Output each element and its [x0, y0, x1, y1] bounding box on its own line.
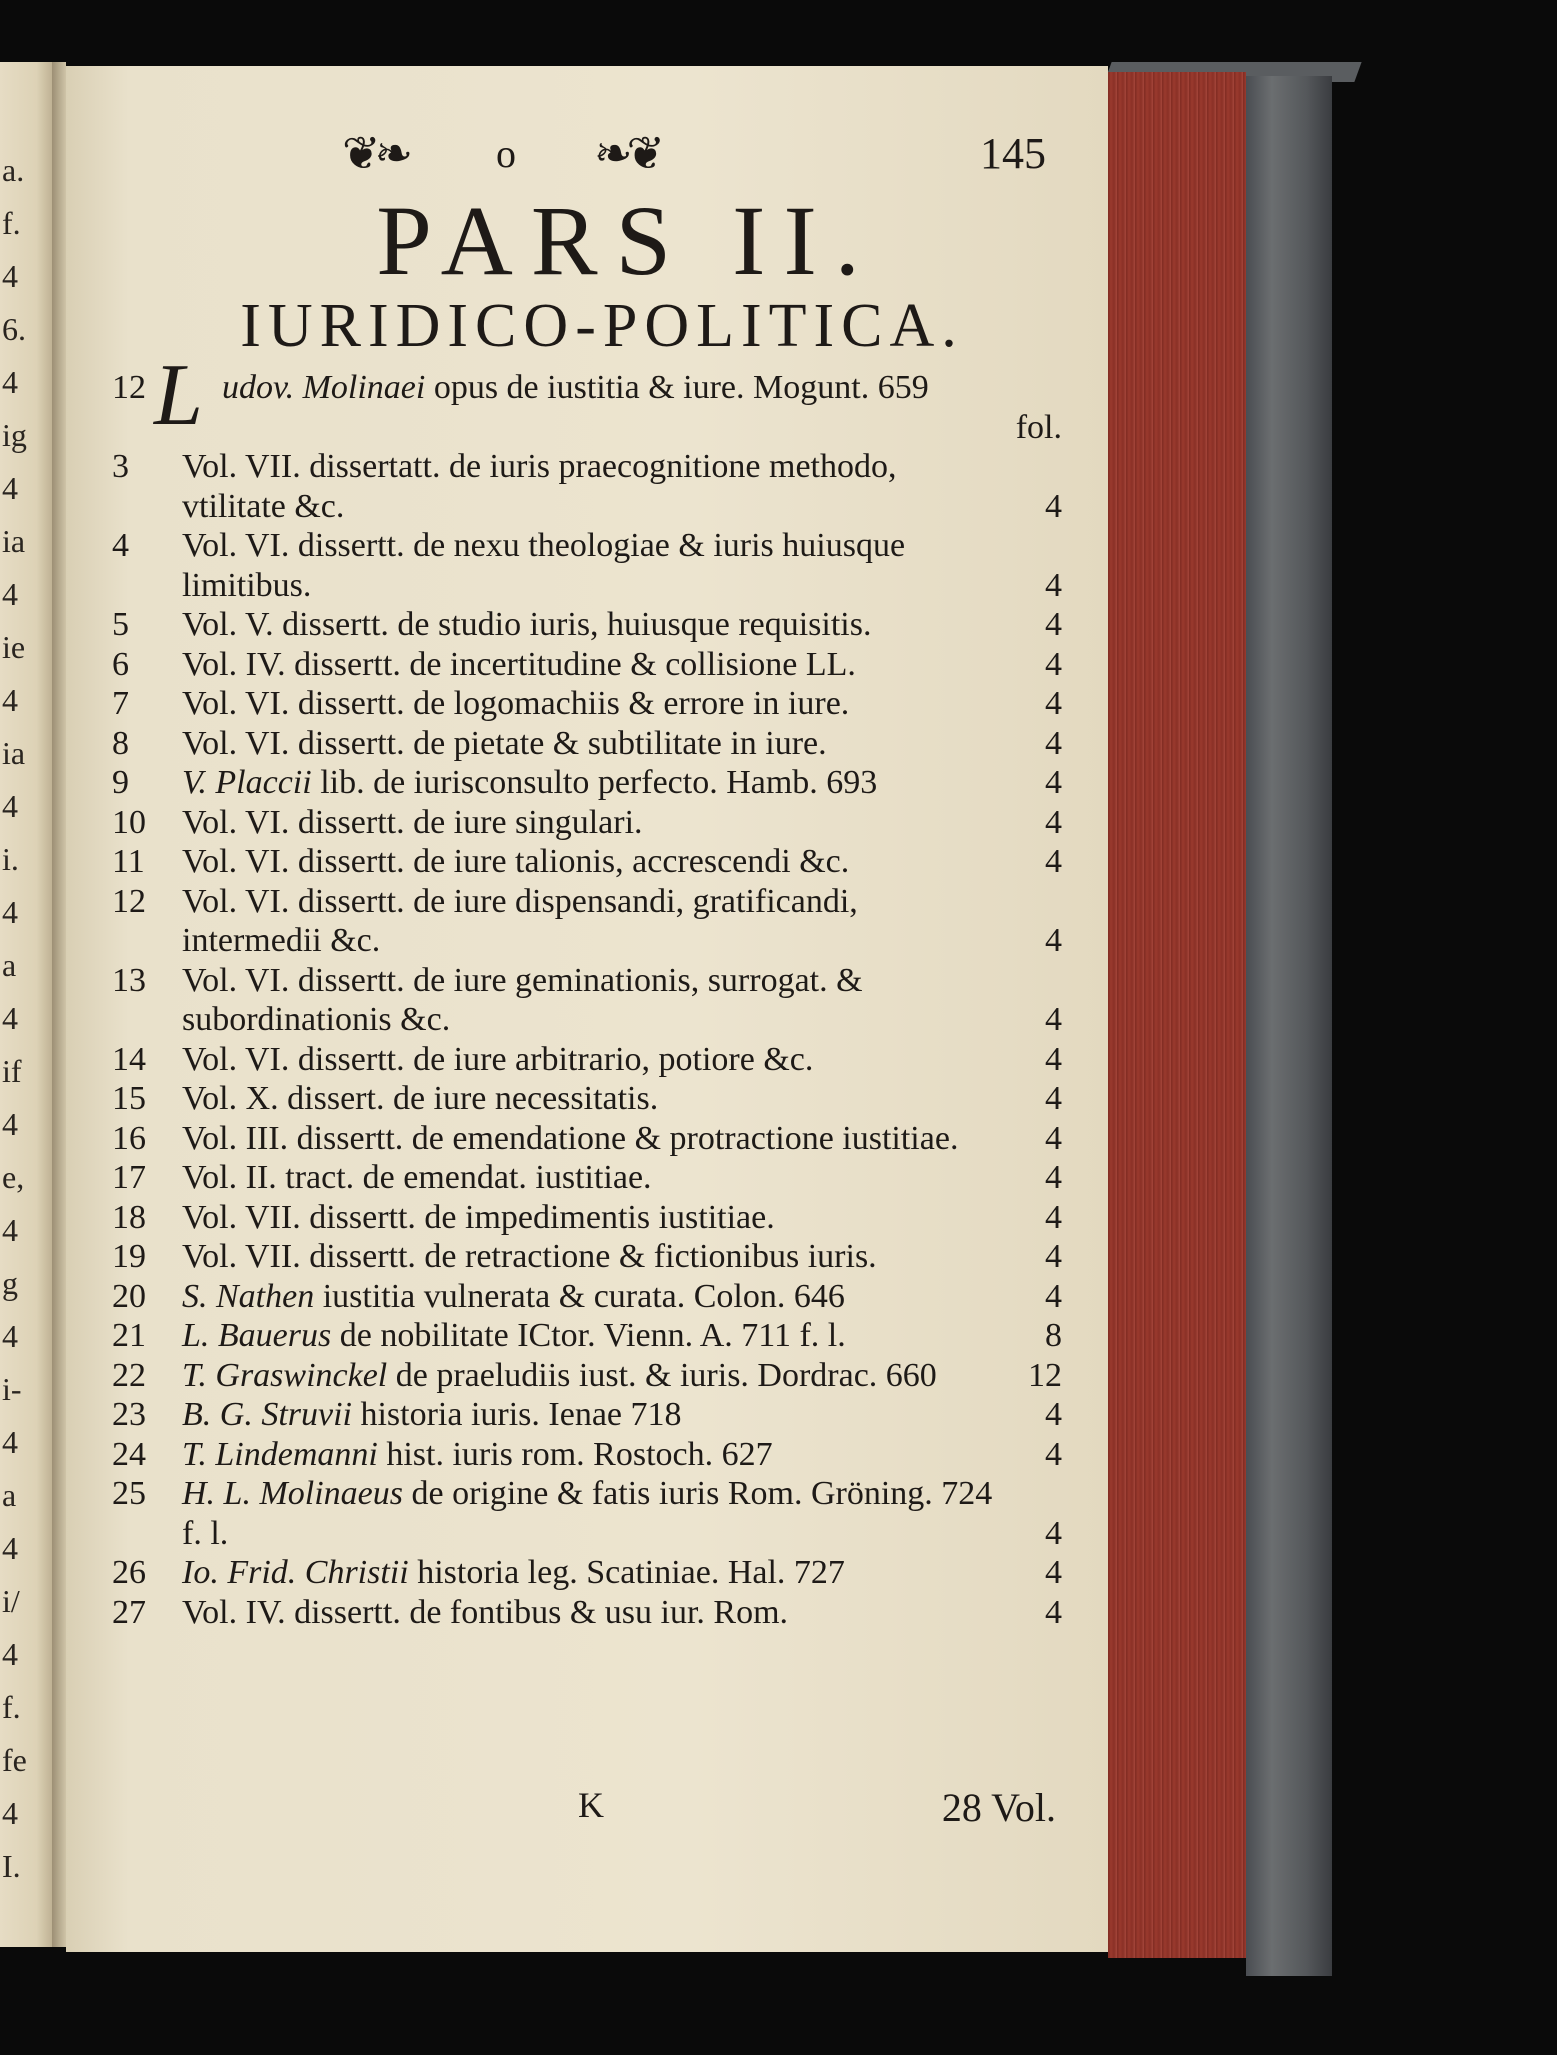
entry-format: 4: [1045, 1396, 1062, 1433]
entry-title: Vol. VI. dissertt. de pietate & subtilitate in iure.: [182, 724, 827, 762]
entry-number: 21: [112, 1317, 146, 1354]
catchword: 28 Vol.: [941, 1785, 1056, 1830]
catalogue-entry: [112, 842, 1062, 882]
entry-text-wrap: [182, 1198, 1006, 1238]
facing-page-fragment: 4: [2, 1000, 18, 1036]
entry-number: 7: [112, 685, 129, 722]
entry-text-wrap: [182, 1158, 1006, 1198]
facing-page-fragment: ia: [2, 735, 26, 771]
entry-title: iustitia vulnerata & curata. Colon. 646: [322, 1277, 845, 1315]
entry-author: T. Lindemanni: [182, 1435, 378, 1473]
entry-number: 9: [112, 764, 129, 801]
entry-author: B. G. Struvii: [182, 1396, 352, 1433]
catalogue-entry: [112, 1356, 1062, 1396]
entry-format: 4: [1045, 843, 1062, 880]
ornament-right-icon: ❧❦: [594, 128, 660, 179]
entry-number: 13: [112, 961, 146, 999]
facing-page-fragment: 6.: [2, 311, 26, 347]
catalogue-entry: [112, 763, 1062, 803]
entry-text-wrap: [182, 803, 1006, 843]
entry-number: 26: [112, 1554, 146, 1591]
facing-page-fragment: if: [2, 1053, 22, 1089]
entry-format: 4: [1045, 487, 1062, 525]
catalogue-entry: [112, 526, 1062, 605]
entry-text-wrap: [182, 526, 1006, 605]
entry-text-wrap: [182, 1593, 1006, 1633]
catalogue-entry: [112, 803, 1062, 843]
entry-format: 4: [1045, 1040, 1062, 1078]
entry-format: 8: [1045, 1317, 1062, 1354]
entry-number: 27: [112, 1593, 146, 1631]
section-subtitle: IURIDICO-POLITICA.: [240, 292, 964, 360]
entry-title: Vol. V. dissertt. de studio iuris, huiusque requisitis.: [182, 606, 872, 643]
entry-format: 4: [1045, 922, 1062, 959]
entry-title: Vol. VII. dissertt. de retractione & fictionibus iuris.: [182, 1238, 877, 1275]
entry-text-wrap: [182, 1119, 1006, 1159]
entry-format: 4: [1045, 685, 1062, 722]
facing-page-edge: [0, 62, 52, 1947]
facing-page-fragment: 4: [2, 576, 18, 612]
running-header: [66, 124, 1108, 184]
catalogue-entry: [112, 1198, 1062, 1238]
entry-title: Vol. VII. dissertt. de impedimentis iustitiae.: [182, 1198, 775, 1236]
entry-text-wrap: [182, 1040, 1006, 1080]
facing-page-fragment: f.: [2, 1689, 21, 1725]
entry-number: 12: [112, 882, 146, 920]
entry-format: 4: [1045, 1119, 1062, 1157]
entry-text-wrap: [182, 724, 1006, 764]
catalogue-entry: [112, 447, 1062, 526]
facing-page-fragment: i/: [2, 1583, 20, 1619]
entry-text-wrap: [182, 1474, 1006, 1553]
facing-page-fragment: I.: [2, 1848, 21, 1884]
entry-text-wrap: [182, 882, 1006, 961]
ornament-mid-icon: o: [496, 131, 516, 176]
entry-text-wrap: [182, 605, 1006, 645]
drop-initial: L: [154, 347, 203, 444]
entry-number: 4: [112, 527, 129, 564]
facing-page-fragment: 4: [2, 788, 18, 824]
entry-number: 15: [112, 1080, 146, 1117]
entry-text-wrap: [182, 842, 1006, 882]
entry-format: 4: [1045, 566, 1062, 604]
book-cover: [1246, 76, 1332, 1976]
entry-author: udov. Molinaei: [222, 369, 426, 406]
entry-format: 4: [1045, 1554, 1062, 1591]
facing-page-fragment: 4: [2, 1212, 18, 1248]
entry-number: 18: [112, 1198, 146, 1236]
entry-title: Vol. VI. dissertt. de logomachiis & errore in iure.: [182, 685, 850, 722]
ornament-left-icon: ❦❧: [342, 128, 408, 179]
entry-author: T. Graswinckel: [182, 1356, 388, 1394]
entry-format: 12: [1028, 1356, 1062, 1394]
catalogue-entry: [112, 724, 1062, 764]
entry-number: 5: [112, 606, 129, 643]
entry-text-wrap: [182, 763, 1006, 803]
entry-number: 24: [112, 1435, 146, 1473]
entry-number: 20: [112, 1277, 146, 1315]
part-title: PARS II.: [376, 185, 878, 296]
book-page: [66, 66, 1108, 1952]
entry-number: 25: [112, 1475, 146, 1512]
entry-title: Vol. II. tract. de emendat. iustitiae.: [182, 1159, 652, 1196]
facing-page-fragment: 4: [2, 1795, 18, 1831]
catalogue-entry: [112, 1474, 1062, 1553]
entry-number: 22: [112, 1356, 146, 1394]
facing-page-fragment: 4: [2, 1318, 18, 1354]
entry-format: 4: [1045, 1514, 1062, 1552]
facing-page-fragment: i.: [2, 841, 19, 877]
entry-author: Io. Frid. Christii: [182, 1554, 409, 1591]
catalogue-entry: [112, 1553, 1062, 1593]
catalogue-entry: [112, 1040, 1062, 1080]
entry-format: 4: [1045, 1593, 1062, 1631]
entry-title: Vol. VI. dissertt. de nexu theologiae & iuris huiusque limitibus.: [182, 527, 906, 604]
catalogue-entry: [112, 605, 1062, 645]
book-page-edges: [1108, 72, 1246, 1958]
entry-text-wrap: [182, 1395, 1006, 1435]
entry-format: 4: [1045, 1080, 1062, 1117]
entry-text-wrap: [182, 1356, 1006, 1396]
catalogue-entry: [112, 645, 1062, 685]
entry-format: 4: [1045, 1001, 1062, 1038]
entry-number: 23: [112, 1396, 146, 1433]
signature-mark: K: [578, 1785, 604, 1825]
facing-page-fragment: 4: [2, 682, 18, 718]
entry-text-wrap: [182, 684, 1006, 724]
facing-page-fragment: 4: [2, 1530, 18, 1566]
facing-page-fragment: f.: [2, 205, 21, 241]
facing-page-fragment: a.: [2, 152, 25, 188]
entry-title: Vol. VI. dissertt. de iure arbitrario, potiore &c.: [182, 1040, 814, 1078]
catalogue-entries: [112, 347, 1062, 1632]
entry-text-wrap: [182, 961, 1006, 1040]
entry-format: 4: [1045, 1277, 1062, 1315]
entry-number: 12: [112, 369, 146, 406]
facing-page-fragment: 4: [2, 1424, 18, 1460]
catalogue-entry: [112, 1237, 1062, 1277]
catalogue-entry: [112, 1593, 1062, 1633]
entry-title: de nobilitate ICtor. Vienn. A. 711 f. l.: [339, 1317, 846, 1354]
entry-format: 4: [1045, 606, 1062, 643]
entry-title: historia leg. Scatiniae. Hal. 727: [417, 1554, 845, 1591]
catalogue-entry: [112, 1277, 1062, 1317]
entry-number: 17: [112, 1159, 146, 1196]
entry-title: de origine & fatis iuris Rom. Gröning. 724 f. l.: [182, 1475, 993, 1552]
entry-text-wrap: [222, 368, 1006, 408]
facing-page-fragment: a: [2, 947, 17, 983]
facing-page-fragment: ie: [2, 629, 26, 665]
entry-format: 4: [1045, 645, 1062, 683]
entry-text-wrap: [182, 1435, 1006, 1475]
facing-page-fragment: e,: [2, 1159, 25, 1195]
entry-author: L. Bauerus: [182, 1317, 332, 1354]
facing-page-fragment: ig: [2, 417, 27, 453]
entry-format: 4: [1045, 1435, 1062, 1473]
catalogue-entry: [112, 1079, 1062, 1119]
catalogue-entry: [112, 1158, 1062, 1198]
facing-page-fragment: a: [2, 1477, 17, 1513]
entry-title: Vol. VI. dissertt. de iure dispensandi, gratificandi, intermedii &c.: [182, 882, 858, 959]
entry-title: Vol. VI. dissertt. de iure geminationis, surrogat. & subordinationis &c.: [182, 961, 863, 1038]
entry-title: Vol. VII. dissertatt. de iuris praecognitione methodo, vtilitate &c.: [182, 448, 897, 525]
entry-format: 4: [1045, 724, 1062, 762]
entry-title: Vol. VI. dissertt. de iure talionis, accrescendi &c.: [182, 843, 850, 880]
entry-author: H. L. Molinaeus: [182, 1475, 403, 1512]
page-number: 145: [980, 129, 1046, 178]
entry-text-wrap: [182, 1277, 1006, 1317]
catalogue-entry: [112, 1316, 1062, 1356]
entry-number: 6: [112, 645, 129, 683]
entry-text-wrap: [182, 447, 1006, 526]
book-gutter: [52, 62, 66, 1947]
catalogue-entry: [112, 684, 1062, 724]
catalogue-entry: [112, 961, 1062, 1040]
entry-text-wrap: [182, 1079, 1006, 1119]
entry-title: Vol. IV. dissertt. de incertitudine & collisione LL.: [182, 645, 856, 683]
entry-number: 11: [112, 843, 145, 880]
entry-number: 10: [112, 803, 146, 841]
entry-title: Vol. X. dissert. de iure necessitatis.: [182, 1080, 659, 1117]
entry-title: Vol. III. dissertt. de emendatione & protractione iustitiae.: [182, 1119, 959, 1157]
facing-page-fragment: 4: [2, 258, 18, 294]
catalogue-entry: [112, 1395, 1062, 1435]
entry-title: lib. de iurisconsulto perfecto. Hamb. 693: [320, 764, 878, 801]
facing-page-fragment: 4: [2, 364, 18, 400]
entry-format: 4: [1045, 1198, 1062, 1236]
entry-number: 8: [112, 724, 129, 762]
entry-title: Vol. IV. dissertt. de fontibus & usu iur. Rom.: [182, 1593, 789, 1631]
entry-title: opus de iustitia & iure. Mogunt. 659: [433, 369, 929, 406]
catalogue-entry: [112, 882, 1062, 961]
entry-text-wrap: [182, 1553, 1006, 1593]
entry-title: historia iuris. Ienae 718: [360, 1396, 682, 1433]
entry-author: V. Placcii: [182, 764, 312, 801]
entry-title: hist. iuris rom. Rostoch. 627: [386, 1435, 773, 1473]
entry-format: 4: [1045, 1238, 1062, 1275]
facing-page-fragment: g: [2, 1265, 18, 1301]
entry-title: Vol. VI. dissertt. de iure singulari.: [182, 803, 643, 841]
catalogue-entry: [112, 1119, 1062, 1159]
entry-number: 19: [112, 1238, 146, 1275]
facing-page-fragment: ia: [2, 523, 26, 559]
entry-number: 3: [112, 448, 129, 485]
entry-format: fol.: [1015, 408, 1062, 446]
catalogue-entry: [112, 347, 1062, 447]
catalogue-entry: [112, 1435, 1062, 1475]
facing-page-fragment: i-: [2, 1371, 22, 1407]
entry-number: 14: [112, 1040, 146, 1078]
facing-page-fragment: 4: [2, 1106, 18, 1142]
facing-page-fragment: 4: [2, 1636, 18, 1672]
entry-format: 4: [1045, 1159, 1062, 1196]
entry-format: 4: [1045, 803, 1062, 841]
entry-text-wrap: [182, 1237, 1006, 1277]
facing-page-fragment: fe: [2, 1742, 27, 1778]
entry-text-wrap: [182, 1316, 1006, 1356]
entry-text-wrap: [182, 645, 1006, 685]
facing-page-fragment: 4: [2, 894, 18, 930]
entry-format: 4: [1045, 764, 1062, 801]
facing-page-fragment: 4: [2, 470, 18, 506]
entry-number: 16: [112, 1119, 146, 1157]
entry-title: de praeludiis iust. & iuris. Dordrac. 660: [395, 1356, 937, 1394]
entry-author: S. Nathen: [182, 1277, 315, 1315]
